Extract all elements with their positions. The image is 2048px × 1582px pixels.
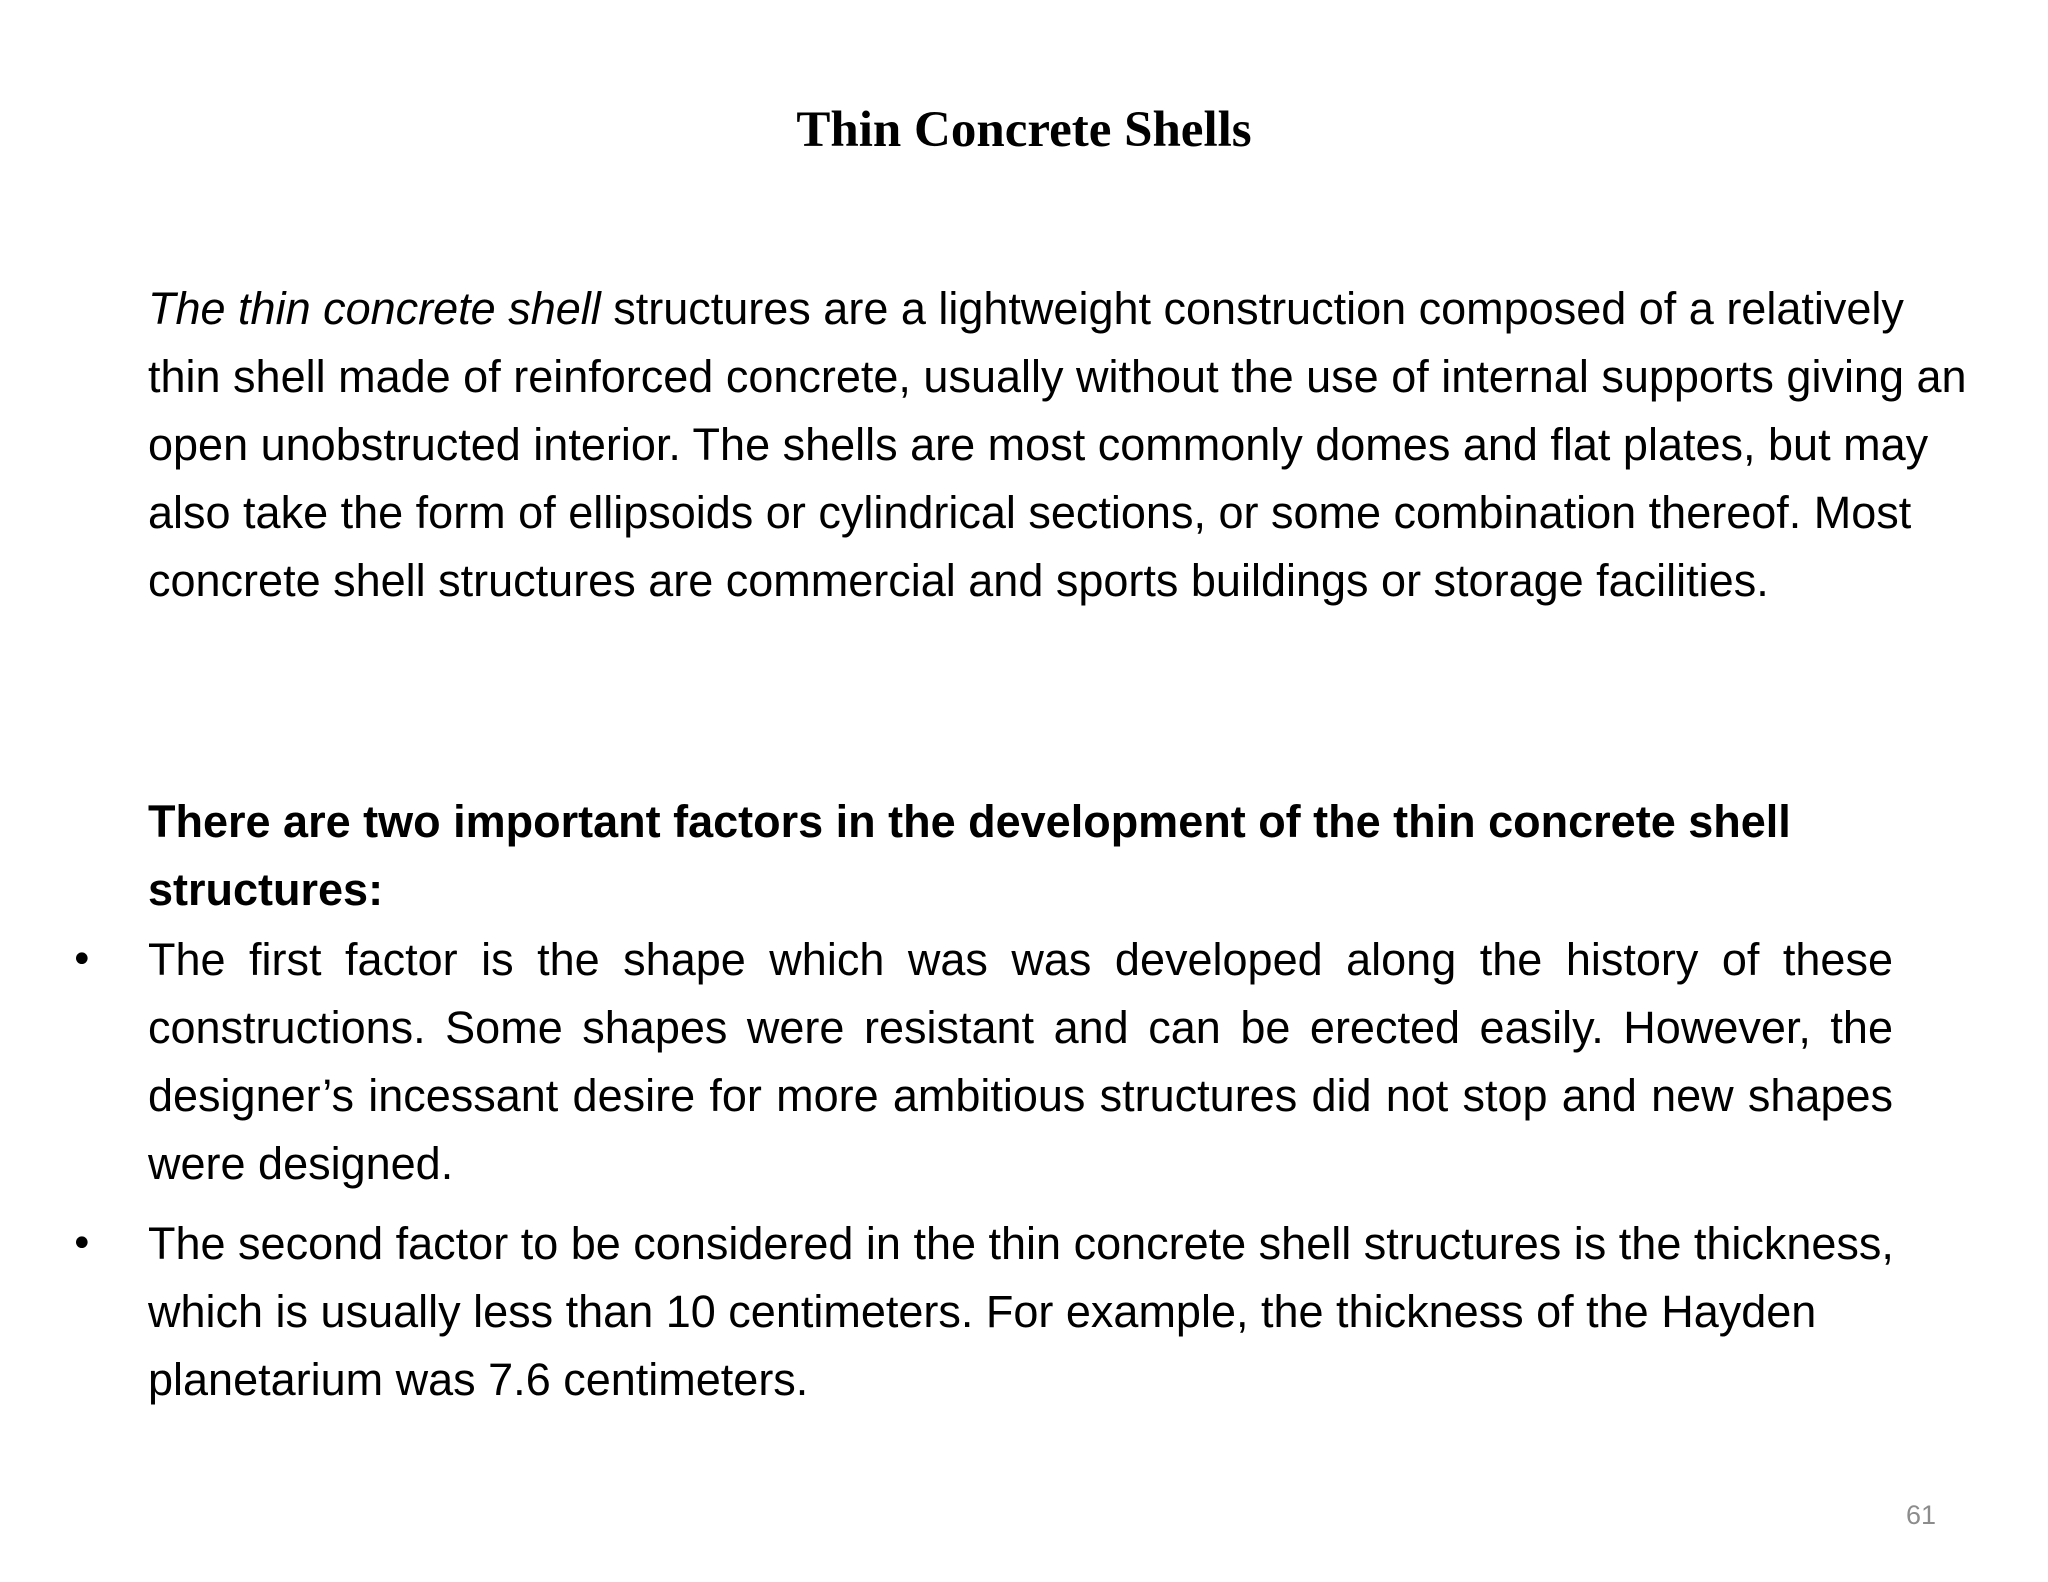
factor-one-text: The first factor is the shape which was was developed along the history of these constructions. Some shapes were resistant and can be erected easily. However, the designer’s incessant desire for more ambitious structures did not stop and new shapes were designed. (148, 934, 1893, 1189)
factor-two-text: The second factor to be considered in the thin concrete shell structures is the thickness, which is usually less than 10 centimeters. For example, the thickness of the Hayden planetarium was 7.6 centimeters. (148, 1218, 1894, 1405)
intro-italic-lead: The thin concrete shell (148, 283, 601, 334)
page-number: 61 (1905, 1500, 1936, 1530)
list-item (0, 1210, 1938, 1414)
slide-title: Thin Concrete Shells (796, 102, 1252, 158)
list-item (0, 926, 1893, 1198)
factors-list (0, 926, 2048, 1414)
bullet-icon: • (70, 937, 94, 983)
bullet-icon: • (70, 1221, 94, 1267)
intro-text: structures are a lightweight construction composed of a relatively thin shell made of reinforced concrete, usually without the use of internal supports giving an open unobstructed interior. The shells are most commonly domes and flat plates, but may also take the form of ellipsoids or cylindrical sections, or some combination thereof. Most concrete shell structures are commercial and sports buildings or storage facilities. (148, 283, 1967, 606)
intro-paragraph (148, 275, 1978, 615)
factors-heading: There are two important factors in the development of the thin concrete shell structures: (148, 796, 1791, 915)
